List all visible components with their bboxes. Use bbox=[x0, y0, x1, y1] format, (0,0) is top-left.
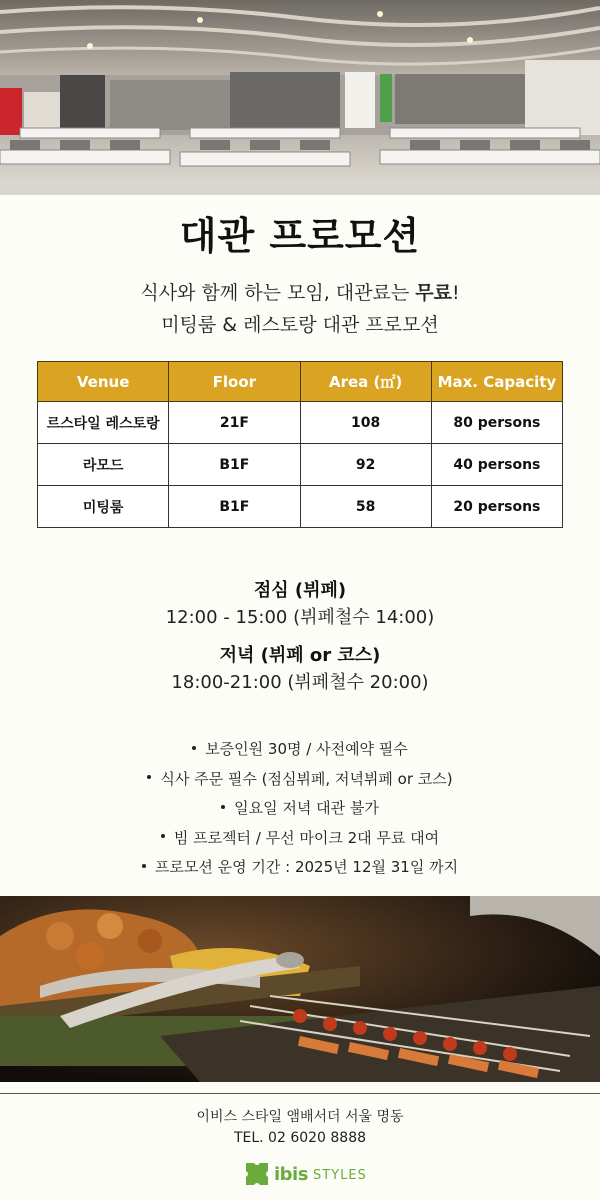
venue-table-header bbox=[38, 362, 563, 402]
table-row bbox=[38, 486, 563, 528]
header-capacity: Max. Capacity bbox=[431, 362, 562, 402]
dinner-time: 18:00-21:00 (뷔페철수 20:00) bbox=[171, 672, 429, 693]
footer-divider bbox=[0, 1093, 600, 1094]
cell-venue: 미팅룸 bbox=[38, 486, 169, 528]
list-item: 일요일 저녁 대관 불가 bbox=[0, 795, 600, 825]
header-area: Area (㎡) bbox=[300, 362, 431, 402]
cell-area: 58 bbox=[300, 486, 431, 528]
bullet-icon bbox=[142, 864, 146, 868]
list-item: 프로모션 운영 기간 : 2025년 12월 31일 까지 bbox=[0, 854, 600, 884]
hotel-phone: TEL. 02 6020 8888 bbox=[233, 1130, 367, 1146]
venue-table bbox=[37, 361, 563, 528]
table-row bbox=[38, 444, 563, 486]
buffet-food-photo bbox=[0, 896, 600, 1082]
ibis-styles-logo bbox=[246, 1162, 367, 1186]
cell-capacity: 40 persons bbox=[431, 444, 562, 486]
bullet-icon bbox=[192, 746, 196, 750]
lunch-time: 12:00 - 15:00 (뷔페철수 14:00) bbox=[165, 607, 435, 628]
cell-venue: 라모드 bbox=[38, 444, 169, 486]
promo-subtitle-line1: 식사와 함께 하는 모임, 대관료는 무료! bbox=[140, 282, 460, 304]
logo-styles-text: STYLES bbox=[312, 1167, 367, 1183]
table-row bbox=[38, 402, 563, 444]
hotel-name: 이비스 스타일 앰배서더 서울 명동 bbox=[196, 1109, 404, 1125]
list-item: 보증인원 30명 / 사전예약 필수 bbox=[0, 736, 600, 766]
bullet-icon bbox=[147, 775, 151, 779]
logo-ibis-text: ibis bbox=[274, 1163, 308, 1185]
free-highlight: 무료 bbox=[415, 282, 452, 304]
header-venue: Venue bbox=[38, 362, 169, 402]
bullet-icon bbox=[221, 805, 225, 809]
ibis-styles-mark-icon bbox=[246, 1163, 268, 1185]
cell-area: 108 bbox=[300, 402, 431, 444]
cell-floor: B1F bbox=[169, 486, 300, 528]
promo-subtitle-line2: 미팅룸 & 레스토랑 대관 프로모션 bbox=[161, 314, 439, 336]
promo-notes-list bbox=[0, 736, 600, 884]
cell-capacity: 80 persons bbox=[431, 402, 562, 444]
dinner-title: 저녁 (뷔페 or 코스) bbox=[219, 645, 381, 666]
list-item: 식사 주문 필수 (점심뷔페, 저녁뷔페 or 코스) bbox=[0, 766, 600, 796]
cell-floor: B1F bbox=[169, 444, 300, 486]
cell-floor: 21F bbox=[169, 402, 300, 444]
cell-capacity: 20 persons bbox=[431, 486, 562, 528]
meeting-room-photo bbox=[0, 0, 600, 195]
lunch-title: 점심 (뷔페) bbox=[253, 580, 347, 601]
bullet-icon bbox=[161, 834, 165, 838]
cell-venue: 르스타일 레스토랑 bbox=[38, 402, 169, 444]
list-item: 빔 프로젝터 / 무선 마이크 2대 무료 대여 bbox=[0, 825, 600, 855]
cell-area: 92 bbox=[300, 444, 431, 486]
page-title: 대관 프로모션 bbox=[179, 214, 421, 258]
header-floor: Floor bbox=[169, 362, 300, 402]
